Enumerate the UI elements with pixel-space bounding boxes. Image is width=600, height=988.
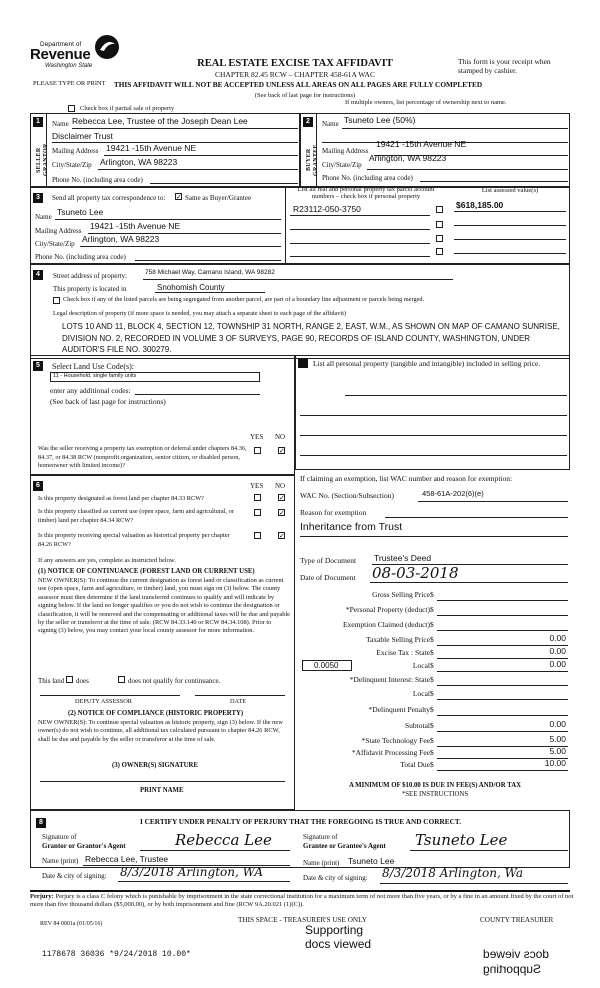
doc-date[interactable]: 08-03-2018 [372,564,459,582]
legal-label: Legal description of property (if more space is needed, you may attach a separate sheet to each page of the affidavit) [53,310,347,317]
grantee-name-label: Name (print) [303,859,340,867]
s3-name[interactable]: Tsuneto Lee [57,207,104,217]
buyer-city-label: City/State/Zip [322,161,362,169]
seller-name-label: Name [52,120,69,128]
s5-see-back: (See back of last page for instructions) [50,397,166,406]
partial-sale-checkbox[interactable] [68,105,75,112]
seller-city-label: City/State/Zip [52,161,92,169]
calc-subtotal-value[interactable]: 0.00 [549,719,566,729]
section-5-number: 5 [33,361,43,371]
s3-mail-label: Mailing Address [35,227,82,235]
calc-state-tax-dollar: $ [430,648,434,657]
calc-gross-dollar: $ [430,590,434,599]
print-name-label: PRINT NAME [140,787,184,794]
please-type: PLEASE TYPE OR PRINT [33,80,106,87]
calc-personal-dollar: $ [430,605,434,614]
grantor-date-city[interactable]: 8/3/2018 Arlington, WA [120,865,264,879]
street-label: Street address of property: [53,272,128,280]
dept-name: Revenue [30,46,91,63]
form-chapter: CHAPTER 82.45 RCW – CHAPTER 458-61A WAC [215,70,375,79]
county[interactable]: Snohomish County [157,283,225,292]
sig-grantee-label-1: Signature of [303,833,338,841]
calc-total-dollar: $ [430,760,434,769]
reason-label: Reason for exemption [300,508,367,517]
assessed-value-1[interactable]: $618,185.00 [456,200,504,210]
sig-grantor-label-1: Signature of [42,833,77,841]
buyer-mail-label: Mailing Address [322,147,369,155]
street-address[interactable]: 758 Michael Way, Camano Island, WA 98282 [145,269,275,276]
calc-table [300,591,570,769]
exemption-reason[interactable]: Inheritance from Trust [300,521,403,533]
land-does-label: does [76,677,89,685]
seller-mail[interactable]: 19421 -15th Avenue NE [106,143,197,153]
section-8-number: 8 [36,818,46,828]
land-use-label: Select Land Use Code(s): [52,362,134,371]
calc-local-label: Local [412,661,430,670]
segregated-label: Check box if any of the listed parcels are being segregated from another parcel, are part of a boundary line adjustment or parcels being merged. [63,296,425,303]
seller-name[interactable]: Rebecca Lee, Trustee of the Joseph Dean Lee [72,116,248,126]
s6-q2-no-checkbox[interactable]: ✓ [279,509,285,517]
seller-phone-label: Phone No. (including area code) [52,176,143,184]
logo-swirl-icon [94,34,120,60]
supporting-stamp: Supporting [305,923,364,937]
parcel-1-personal-checkbox[interactable] [436,206,443,213]
notice1-title: (1) NOTICE OF CONTINUANCE (FOREST LAND OR CURRENT USE) [38,568,255,575]
grantee-name[interactable]: Tsuneto Lee [348,856,395,866]
dor-logo [30,34,130,72]
dept-state: Washington State [45,63,93,69]
section-6-special [30,475,295,810]
calc-local-dollar: $ [430,661,434,670]
calc-state-tax-label: Excise Tax : State [376,648,430,657]
minimum-due: A MINIMUM OF $10.00 IS DUE IN FEE(S) AND/OR TAX [348,782,522,789]
calc-delinq-int-dollar: $ [430,675,434,684]
perjury-text [30,893,575,909]
seller-mail-label: Mailing Address [52,147,99,155]
calc-proc-fee-label: *Affidavit Processing Fee [351,748,430,757]
calc-exempt-label: Exemption Claimed (deduct) [342,620,430,629]
s5-yes-checkbox[interactable] [254,447,261,454]
s6-q3-no-checkbox[interactable]: ✓ [279,532,285,540]
land-does-checkbox[interactable] [66,676,73,683]
perjury-body: Perjury is a class C felony which is punishable by imprisonment in the state correctional institution for a maximum term of not more than five years, or by a fine in an amount fixed by the court of not more than five thousand dollars ($5,000.00), or by both imprisonment and fine (RCW 9A.20.021 (1)(C)). [30,893,574,908]
assessed-header: List assessed value(s) [481,187,539,194]
land-use-value: 11 - Household, single family units [53,373,137,379]
s6-if-yes: If any answers are yes, complete as instructed below. [38,557,176,564]
multiple-owners-note: If multiple owners, list percentage of ownership next to name. [345,99,507,106]
this-land-label: This land [38,677,65,685]
calc-total-value[interactable]: 10.00 [544,758,566,768]
segregated-checkbox[interactable] [53,297,60,304]
doc-type[interactable]: Trustee's Deed [374,553,432,563]
calc-taxable-label: Taxable Selling Price [365,635,430,644]
parcel-4-personal-checkbox[interactable] [436,248,443,255]
section-2-number: 2 [303,117,313,127]
s6-yes: YES [250,482,264,490]
grantor-name-label: Name (print) [42,857,79,865]
partial-sale-label: Check box if partial sale of property [80,105,175,112]
treasurer-space: THIS SPACE - TREASURER'S USE ONLY [238,916,367,924]
see-instructions: *SEE INSTRUCTIONS [401,791,469,798]
certify-text: I CERTIFY UNDER PENALTY OF PERJURY THAT THE FOREGOING IS TRUE AND CORRECT. [140,817,462,826]
buyer-city[interactable]: Arlington, WA 98223 [369,153,447,163]
s3-mail[interactable]: 19421 -15th Avenue NE [90,221,181,231]
calc-tech-fee-label: *State Technology Fee [361,736,430,745]
doc-type-label: Type of Document [300,556,357,565]
sig-grantee-label-2: Grantee or Grantee's Agent [303,842,386,850]
form-warning: THIS AFFIDAVIT WILL NOT BE ACCEPTED UNLESS ALL AREAS ON ALL PAGES ARE FULLY COMPLETED [113,80,483,89]
owner-signature-label: (3) OWNER(S) SIGNATURE [112,762,198,769]
calc-personal-label: *Personal Property (deduct) [345,605,430,614]
buyer-side-label: BUYER GRANTEE [306,144,319,176]
s6-q1-no-checkbox[interactable]: ✓ [279,494,285,502]
s6-q3-yes-checkbox[interactable] [254,532,261,539]
wac-number[interactable]: 458-61A-202(6)(e) [422,489,484,498]
s6-no: NO [275,482,286,490]
calc-total-label: Total Due [400,760,430,769]
dept-small: Department of [40,41,82,48]
rev-number: REV 84 0001a (01/05/16) [40,921,103,927]
calc-proc-fee-dollar: $ [430,748,434,757]
calc-local-value[interactable]: 0.00 [549,659,566,669]
parcel-2-personal-checkbox[interactable] [436,221,443,228]
parcels-header: List all real and personal property tax parcel account numbers – check box if personal property [297,186,435,201]
buyer-name-label: Name [322,120,339,128]
section-7-personal-property [295,355,570,470]
calc-proc-fee-value[interactable]: 5.00 [549,746,566,756]
s3-name-label: Name [35,213,52,221]
calc-subtotal-label: Subtotal [404,721,430,730]
county-treasurer: COUNTY TREASURER [480,916,554,924]
calc-delinq-int-label: *Delinquent Interest: State [349,675,430,684]
wac-label: WAC No. (Section/Subsection) [300,491,394,500]
calc-penalty-dollar: $ [430,705,434,714]
calc-state-tax-value[interactable]: 0.00 [549,646,566,656]
same-as-buyer-checkbox[interactable]: ✓ [176,193,182,201]
calc-taxable-dollar: $ [430,635,434,644]
grantee-signature[interactable]: Tsuneto Lee [415,831,508,849]
same-as-buyer-label: Same as Buyer/Grantee [185,194,252,202]
exemption-question: Was the seller receiving a property tax exemption or deferral under chapters 84.36, 84.37, or 84.38 RCW (nonprofit organization, senior citizen, or disabled person, homeowner with limited income)? [38,445,247,469]
exemption-label: If claiming an exemption, list WAC number and reason for exemption: [300,474,513,483]
grantee-date-city[interactable]: 8/3/2018 Arlington, Wa [382,866,524,880]
s6-q1: Is this property designated as forest land per chapter 84.33 RCW? [38,495,204,502]
calc-tech-fee-dollar: $ [430,736,434,745]
buyer-phone-label: Phone No. (including area code) [322,174,413,182]
perjury-label: Perjury: [30,893,54,900]
calc-taxable-value[interactable]: 0.00 [549,633,566,643]
supporting-stamp-mirror: Supporting [483,962,542,976]
parcel-1[interactable]: R23112-050-3750 [293,204,361,214]
s6-q3: Is this property receiving special valuation as historical property per chapter 84.26 RCW? [38,532,230,548]
docs-viewed-stamp-mirror: docs viewed [483,947,550,961]
land-does-not-label: does not qualify for continuance. [128,677,221,685]
grantor-name[interactable]: Rebecca Lee, Trustee [85,854,169,864]
seller-name-2[interactable]: Disclaimer Trust [52,131,113,141]
calc-gross-label: Gross Selling Price [372,590,430,599]
land-does-not-checkbox[interactable] [118,676,125,683]
section-1-number: 1 [33,117,43,127]
form-see-back: (See back of last page for instructions) [254,92,356,99]
deputy-date-label: DATE [230,698,247,705]
form-title: REAL ESTATE EXCISE TAX AFFIDAVIT [197,58,393,69]
s3-phone-label: Phone No. (including area code) [35,253,126,261]
docs-viewed-stamp: docs viewed [305,937,372,951]
located-label: This property is located in [53,285,127,293]
buyer-name[interactable]: Tsuneto Lee (50%) [344,115,416,125]
section-4-number: 4 [33,270,43,280]
grantee-date-city-label: Date & city of signing: [303,874,368,882]
seller-city[interactable]: Arlington, WA 98223 [100,157,178,167]
s3-city-label: City/State/Zip [35,240,75,248]
s6-q2: Is this property classified as current use (open space, farm and agricultural, or timber) land per chapter 84.34 RCW? [38,508,234,524]
calc-exempt-dollar: $ [430,620,434,629]
parcel-3-personal-checkbox[interactable] [436,235,443,242]
s3-city[interactable]: Arlington, WA 98223 [82,234,160,244]
s6-q2-yes-checkbox[interactable] [254,509,261,516]
local-rate: 0.0050 [314,661,339,670]
notice2-title: (2) NOTICE OF COMPLIANCE (HISTORIC PROPERTY) [68,710,244,717]
legal-description[interactable]: LOTS 10 AND 11, BLOCK 4, SECTION 12, TOWNSHIP 31 NORTH, RANGE 2, EAST, W.M., AS SHOWN ON MAP OF CAMANO SUNRISE, DIVISION NO. 2, RECORDED IN VOLUME 3 OF SURVEYS, PAGE 90, RECORDS OF ISLAND COUNTY, WASHINGTON, UNDER AUDITOR'S FILE NO. 300279. [62,322,560,354]
grantor-date-city-label: Date & city of signing: [42,872,107,880]
calc-penalty-label: *Delinquent Penalty [368,705,430,714]
send-correspondence-label: Send all property tax correspondence to: [52,194,166,202]
calc-delinq-local-label: Local [412,689,430,698]
section-6-number: 6 [33,481,43,491]
s5-yes: YES [250,433,264,441]
receipt-stamp: 1178678 36036 *9/24/2018 10.00* [42,950,191,959]
seller-side-label: SELLER GRANTOR [36,143,49,177]
s6-q1-yes-checkbox[interactable] [254,494,261,501]
personal-property-label: List all personal property (tangible and intangible) included in selling price. [313,359,541,368]
doc-date-label: Date of Document [300,573,356,582]
grantor-signature[interactable]: Rebecca Lee [175,831,272,849]
receipt-note: This form is your receipt when stamped by cashier. [458,57,551,75]
section-3-number: 3 [33,193,43,203]
s5-no: NO [275,433,286,441]
sig-grantor-label-2: Grantor or Grantor's Agent [42,842,126,850]
notice2-body: NEW OWNER(S): To continue special valuation as historic property, sign (3) below. If the new owner(s) do not wish to continue, all additional tax calculated pursuant to chapter 84.26 RCW, shall be due and payable by the seller or transferor at the time of sale. [38,719,283,743]
calc-delinq-local-dollar: $ [430,689,434,698]
calc-tech-fee-value[interactable]: 5.00 [549,734,566,744]
s5-no-checkbox[interactable]: ✓ [279,447,285,455]
section-7-number [298,358,308,368]
additional-codes-label: enter any additional codes: [50,386,131,395]
calc-subtotal-dollar: $ [430,721,434,730]
deputy-assessor-label: DEPUTY ASSESSOR [75,698,132,705]
notice1-body: NEW OWNER(S): To continue the current designation as forest land or classification as current use (open space, farm and agriculture, or timber) land, you must sign on (3) below. The county assessor must then determine if the land transferred continues to qualify and will indicate by signing below. If the land no longer qualifies or you do not wish to continue the designation or classification, it will be removed and the compensating or additional taxes will be due and payable by the seller or transferor at the time of sale. (RCW 84.33.140 or RCW 84.34.108). Prior to signing (3) below, you may contact your local county assessor for more information. [38,577,290,635]
buyer-mail[interactable]: 19421 -15th Avenue NE [376,139,467,149]
